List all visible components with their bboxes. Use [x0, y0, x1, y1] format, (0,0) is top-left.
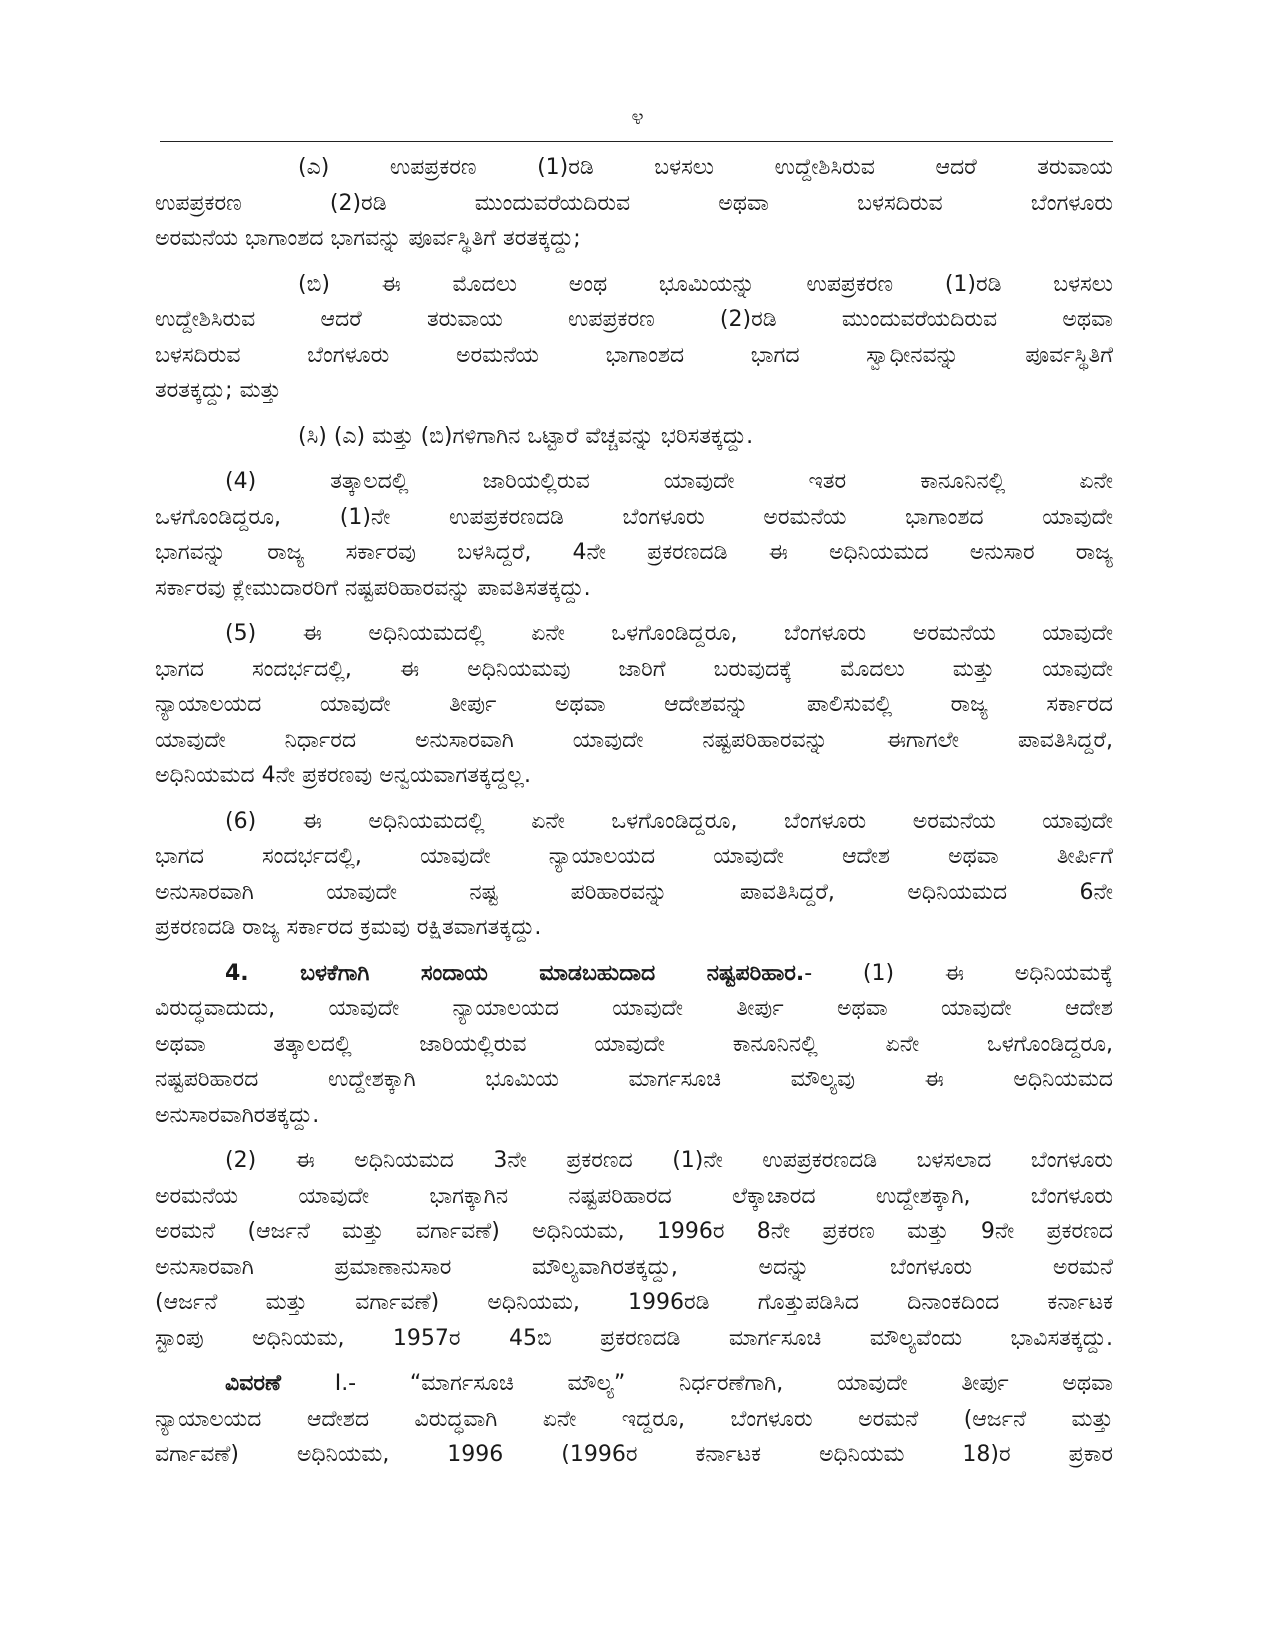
text-line: ಉಪಪ್ರಕರಣ (2)ರಡಿ ಮುಂದುವರೆಯದಿರುವ ಅಥವಾ ಬಳಸದಿರುವ ಬೆಂಗಳೂರು	[155, 190, 1113, 216]
text-line: ಅನುಸಾರವಾಗಿ ಪ್ರಮಾಣಾನುಸಾರ ಮೌಲ್ಯವಾಗಿರತಕ್ಕದ್ದು, ಅದನ್ನು ಬೆಂಗಳೂರು ಅರಮನೆ	[155, 1254, 1113, 1280]
explanation-heading-tail: I.- “ಮಾರ್ಗಸೂಚಿ ಮೌಲ್ಯ” ನಿರ್ಧರಣೆಗಾಗಿ, ಯಾವುದೇ ತೀರ್ಪು ಅಥವಾ	[280, 1371, 1113, 1396]
explanation-1	[155, 1366, 1113, 1473]
text-line: ಭಾಗವನ್ನು ರಾಜ್ಯ ಸರ್ಕಾರವು ಬಳಸಿದ್ದರೆ, 4ನೇ ಪ್ರಕರಣದಡಿ ಈ ಅಧಿನಿಯಮದ ಅನುಸಾರ ರಾಜ್ಯ	[155, 540, 1113, 565]
text-line: ಅನುಸಾರವಾಗಿ ಯಾವುದೇ ನಷ್ಟ ಪರಿಹಾರವನ್ನು ಪಾವತಿಸಿದ್ದರೆ, ಅಧಿನಿಯಮದ 6ನೇ	[155, 879, 1113, 905]
page-number: ೪	[631, 105, 644, 130]
document-body	[155, 150, 1113, 1483]
section-4-subclause-2	[155, 1143, 1113, 1356]
section-heading-line	[155, 956, 1113, 992]
section-4	[155, 956, 1113, 1134]
text-line: ಅನುಸಾರವಾಗಿರತಕ್ಕದ್ದು.	[155, 1102, 320, 1128]
text-line: (2) ಈ ಅಧಿನಿಯಮದ 3ನೇ ಪ್ರಕರಣದ (1)ನೇ ಉಪಪ್ರಕರಣದಡಿ ಬಳಸಲಾದ ಬೆಂಗಳೂರು	[225, 1148, 1113, 1173]
text-line: (ಸಿ) (ಎ) ಮತ್ತು (ಬಿ)ಗಳಿಗಾಗಿನ ಒಟ್ಟಾರೆ ವೆಚ್ಚವನ್ನು ಭರಿಸತಕ್ಕದ್ದು.	[298, 423, 754, 449]
text-line: ವಿರುದ್ಧವಾದುದು, ಯಾವುದೇ ನ್ಯಾಯಾಲಯದ ಯಾವುದೇ ತೀರ್ಪು ಅಥವಾ ಯಾವುದೇ ಆದೇಶ	[155, 996, 1113, 1021]
text-line: ಅಥವಾ ತತ್ಕಾಲದಲ್ಲಿ ಜಾರಿಯಲ್ಲಿರುವ ಯಾವುದೇ ಕಾನೂನಿನಲ್ಲಿ ಏನೇ ಒಳಗೊಂಡಿದ್ದರೂ,	[155, 1031, 1113, 1057]
text-line: (ಆರ್ಜನೆ ಮತ್ತು ವರ್ಗಾವಣೆ) ಅಧಿನಿಯಮ, 1996ರಡಿ ಗೊತ್ತುಪಡಿಸಿದ ದಿನಾಂಕದಿಂದ ಕರ್ನಾಟಕ	[155, 1290, 1113, 1315]
text-line: ಭಾಗದ ಸಂದರ್ಭದಲ್ಲಿ, ಈ ಅಧಿನಿಯಮವು ಜಾರಿಗೆ ಬರುವುದಕ್ಕೆ ಮೊದಲು ಮತ್ತು ಯಾವುದೇ	[155, 656, 1113, 682]
text-line: ನ್ಯಾಯಾಲಯದ ಆದೇಶದ ವಿರುದ್ಧವಾಗಿ ಏನೇ ಇದ್ದರೂ, ಬೆಂಗಳೂರು ಅರಮನೆ (ಆರ್ಜನೆ ಮತ್ತು	[155, 1406, 1113, 1432]
subclause-c	[155, 419, 1113, 455]
text-line: ಬಳಸದಿರುವ ಬೆಂಗಳೂರು ಅರಮನೆಯ ಭಾಗಾಂಶದ ಭಾಗದ ಸ್ವಾಧೀನವನ್ನು ಪೂರ್ವಸ್ಥಿತಿಗೆ	[155, 342, 1113, 368]
subclause-b	[155, 267, 1113, 409]
text-line: (4) ತತ್ಕಾಲದಲ್ಲಿ ಜಾರಿಯಲ್ಲಿರುವ ಯಾವುದೇ ಇತರ ಕಾನೂನಿನಲ್ಲಿ ಏನೇ	[225, 469, 1113, 494]
section-heading-tail: - (1) ಈ ಅಧಿನಿಯಮಕ್ಕೆ	[804, 960, 1113, 986]
text-line: ನಷ್ಟಪರಿಹಾರದ ಉದ್ದೇಶಕ್ಕಾಗಿ ಭೂಮಿಯ ಮಾರ್ಗಸೂಚಿ ಮೌಲ್ಯವು ಈ ಅಧಿನಿಯಮದ	[155, 1067, 1113, 1092]
explanation-heading: ವಿವರಣೆ	[225, 1371, 281, 1396]
section-heading: 4. ಬಳಕೆಗಾಗಿ ಸಂದಾಯ ಮಾಡಬಹುದಾದ ನಷ್ಟಪರಿಹಾರ.	[225, 960, 805, 986]
text-line: ಭಾಗದ ಸಂದರ್ಭದಲ್ಲಿ, ಯಾವುದೇ ನ್ಯಾಯಾಲಯದ ಯಾವುದೇ ಆದೇಶ ಅಥವಾ ತೀರ್ಪಿಗೆ	[155, 844, 1113, 869]
text-line: ಅರಮನೆಯ ಭಾಗಾಂಶದ ಭಾಗವನ್ನು ಪೂರ್ವಸ್ಥಿತಿಗೆ ತರತಕ್ಕದ್ದು;	[155, 226, 581, 251]
text-line: (6) ಈ ಅಧಿನಿಯಮದಲ್ಲಿ ಏನೇ ಒಳಗೊಂಡಿದ್ದರೂ, ಬೆಂಗಳೂರು ಅರಮನೆಯ ಯಾವುದೇ	[225, 808, 1113, 834]
header-divider	[160, 141, 1113, 142]
text-line: ಅಧಿನಿಯಮದ 4ನೇ ಪ್ರಕರಣವು ಅನ್ವಯವಾಗತಕ್ಕದ್ದಲ್ಲ.	[155, 763, 531, 788]
text-line: (ಬಿ) ಈ ಮೊದಲು ಅಂಥ ಭೂಮಿಯನ್ನು ಉಪಪ್ರಕರಣ (1)ರಡಿ ಬಳಸಲು	[298, 271, 1113, 297]
text-line: ಅರಮನೆ (ಆರ್ಜನೆ ಮತ್ತು ವರ್ಗಾವಣೆ) ಅಧಿನಿಯಮ, 1996ರ 8ನೇ ಪ್ರಕರಣ ಮತ್ತು 9ನೇ ಪ್ರಕರಣದ	[155, 1219, 1113, 1244]
clause-6	[155, 804, 1113, 946]
text-line: ನ್ಯಾಯಾಲಯದ ಯಾವುದೇ ತೀರ್ಪು ಅಥವಾ ಆದೇಶವನ್ನು ಪಾಲಿಸುವಲ್ಲಿ ರಾಜ್ಯ ಸರ್ಕಾರದ	[155, 692, 1113, 717]
text-line: (ಎ) ಉಪಪ್ರಕರಣ (1)ರಡಿ ಬಳಸಲು ಉದ್ದೇಶಿಸಿರುವ ಆದರೆ ತರುವಾಯ	[298, 155, 1113, 180]
text-line: ಒಳಗೊಂಡಿದ್ದರೂ, (1)ನೇ ಉಪಪ್ರಕರಣದಡಿ ಬೆಂಗಳೂರು ಅರಮನೆಯ ಭಾಗಾಂಶದ ಯಾವುದೇ	[155, 504, 1113, 530]
clause-4	[155, 464, 1113, 606]
text-line: (5) ಈ ಅಧಿನಿಯಮದಲ್ಲಿ ಏನೇ ಒಳಗೊಂಡಿದ್ದರೂ, ಬೆಂಗಳೂರು ಅರಮನೆಯ ಯಾವುದೇ	[225, 621, 1113, 646]
text-line: ಯಾವುದೇ ನಿರ್ಧಾರದ ಅನುಸಾರವಾಗಿ ಯಾವುದೇ ನಷ್ಟಪರಿಹಾರವನ್ನು ಈಗಾಗಲೇ ಪಾವತಿಸಿದ್ದರೆ,	[155, 727, 1113, 753]
text-line: ಪ್ರಕರಣದಡಿ ರಾಜ್ಯ ಸರ್ಕಾರದ ಕ್ರಮವು ರಕ್ಷಿತವಾಗತಕ್ಕದ್ದು.	[155, 915, 542, 940]
text-line: ವರ್ಗಾವಣೆ) ಅಧಿನಿಯಮ, 1996 (1996ರ ಕರ್ನಾಟಕ ಅಧಿನಿಯಮ 18)ರ ಪ್ರಕಾರ	[155, 1442, 1113, 1467]
text-line: ಅರಮನೆಯ ಯಾವುದೇ ಭಾಗಕ್ಕಾಗಿನ ನಷ್ಟಪರಿಹಾರದ ಲೆಕ್ಕಾಚಾರದ ಉದ್ದೇಶಕ್ಕಾಗಿ, ಬೆಂಗಳೂರು	[155, 1183, 1113, 1209]
text-line: ಸ್ಟಾಂಪು ಅಧಿನಿಯಮ, 1957ರ 45ಬಿ ಪ್ರಕರಣದಡಿ ಮಾರ್ಗಸೂಚಿ ಮೌಲ್ಯವೆಂದು ಭಾವಿಸತಕ್ಕದ್ದು.	[155, 1325, 1113, 1351]
explanation-heading-line	[155, 1366, 1113, 1402]
text-line: ಸರ್ಕಾರವು ಕ್ಲೇಮುದಾರರಿಗೆ ನಷ್ಟಪರಿಹಾರವನ್ನು ಪಾವತಿಸತಕ್ಕದ್ದು.	[155, 575, 591, 601]
text-line: ಉದ್ದೇಶಿಸಿರುವ ಆದರೆ ತರುವಾಯ ಉಪಪ್ರಕರಣ (2)ರಡಿ ಮುಂದುವರೆಯದಿರುವ ಅಥವಾ	[155, 307, 1113, 332]
subclause-a	[155, 150, 1113, 257]
clause-5	[155, 616, 1113, 794]
text-line: ತರತಕ್ಕದ್ದು; ಮತ್ತು	[155, 378, 282, 403]
